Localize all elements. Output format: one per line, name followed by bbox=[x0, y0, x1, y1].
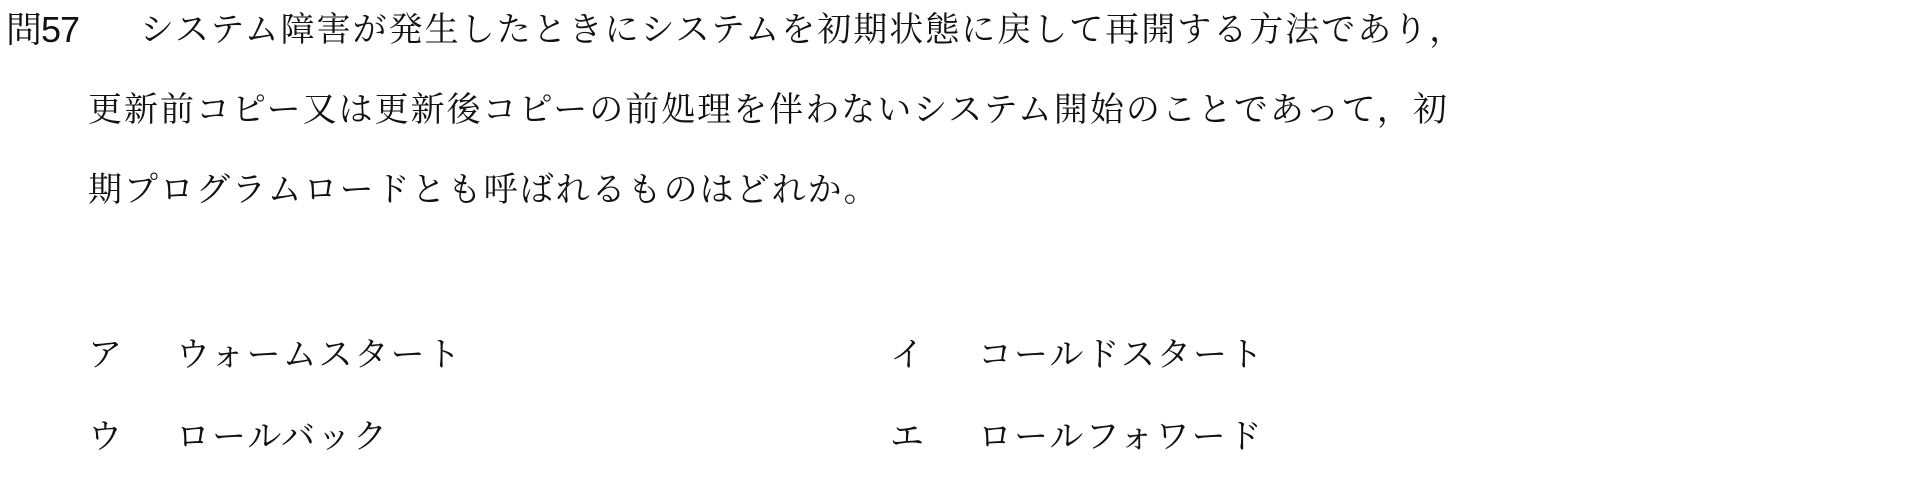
question-text-line-3: 期プログラムロードとも呼ばれるものはどれか。 bbox=[88, 170, 880, 210]
choice-label: ウ bbox=[88, 417, 124, 457]
choice-text: ウォームスタート bbox=[176, 335, 463, 375]
choice-label: イ bbox=[890, 335, 926, 375]
question-text-line-1: システム障害が発生したときにシステムを初期状態に戻して再開する方法であり， bbox=[140, 10, 1466, 50]
choice-text: コールドスタート bbox=[978, 335, 1265, 375]
choice-text: ロールフォワード bbox=[978, 417, 1264, 457]
choice-label: ア bbox=[88, 335, 124, 375]
choice-u bbox=[88, 415, 389, 459]
question-number: 問57 bbox=[6, 9, 80, 50]
choice-label: エ bbox=[890, 417, 926, 457]
choice-i bbox=[890, 333, 1265, 377]
choice-a bbox=[88, 333, 463, 377]
question-text-line-2: 更新前コピー又は更新後コピーの前処理を伴わないシステム開始のことであって，初 bbox=[88, 90, 1449, 130]
choice-text: ロールバック bbox=[176, 417, 389, 457]
choice-e bbox=[890, 415, 1264, 459]
